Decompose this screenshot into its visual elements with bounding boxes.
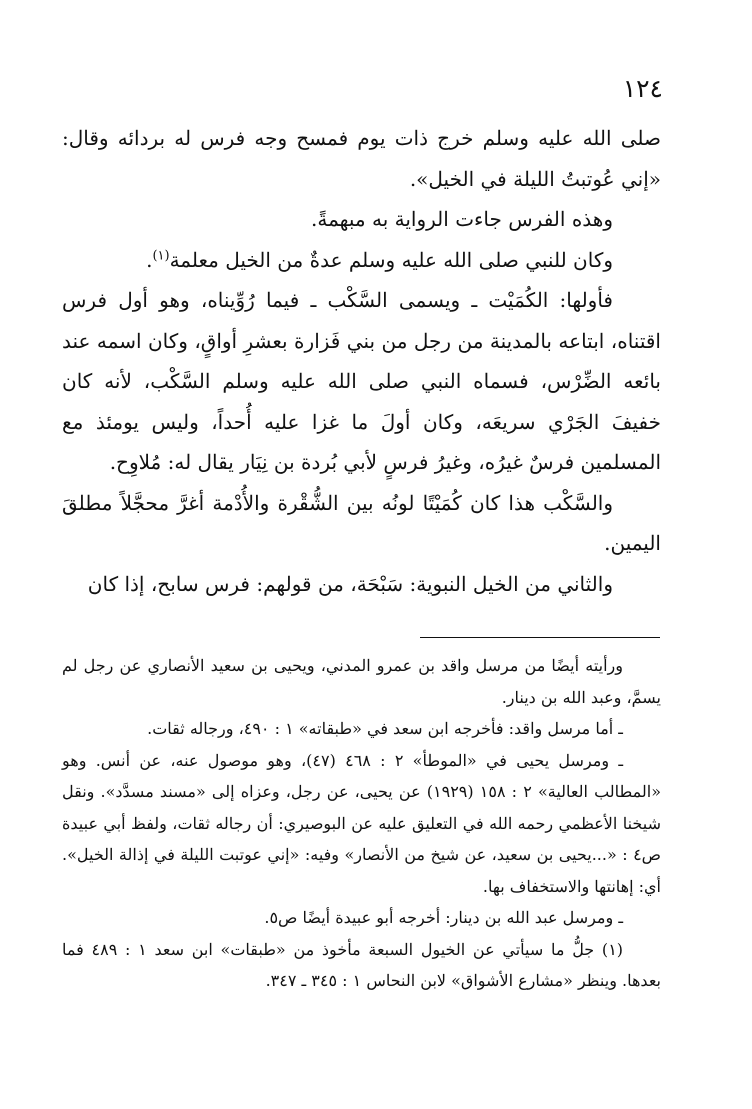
main-text — [62, 118, 661, 604]
footnote-separator — [420, 637, 660, 638]
paragraph-3-text: وكان للنبي صلى الله عليه وسلم عدةٌ من الخيل معلمة — [169, 247, 613, 272]
paragraph-4: فأولها: الكُمَيْت ـ ويسمى السَّكْب ـ فيما رُوِّيناه، وهو أول فرس اقتناه، ابتاعه بالمدينة من رجل من بني فَزارة بعشرِ أواقٍ، وكان اسمه عند بائعه الضِّرْس، فسماه النبي صلى الله عليه وسلم السَّكْب، لأنه كان خفيفَ الجَرْي سريعَه، وكان أولَ ما غزا عليه أُحداً، وليس يومئذ مع المسلمين فرسٌ غيرُه، وغيرُ فرسٍ لأبي بُردة بن نِيَار يقال له: مُلاوِح. — [62, 288, 661, 474]
paragraph-3 — [62, 240, 661, 281]
footnote-marker: (١) — [152, 247, 170, 263]
paragraph-5: والسَّكْب هذا كان كُمَيْتًا لونُه بين الشُّقْرة والأُدْمة أغرَّ محجَّلاً مطلقَ اليمين. — [62, 490, 661, 555]
page-number: ١٢٤ — [622, 74, 663, 103]
paragraph-2: وهذه الفرس جاءت الرواية به مبهمةً. — [311, 207, 613, 231]
footnote-2: ـ أما مرسل واقد: فأخرجه ابن سعد في «طبقاته» ١ : ٤٩٠، ورجاله ثقات. — [147, 719, 623, 738]
footnote-1: ورأيته أيضًا من مرسل واقد بن عمرو المدني، ويحيى بن سعيد الأنصاري عن رجل لم يسمَّ، وعبد الله بن دينار. — [62, 656, 661, 707]
paragraph-6: والثاني من الخيل النبوية: سَبْحَة، من قولهم: فرس سابح، إذا كان — [87, 571, 613, 596]
footnote-4: ـ ومرسل عبد الله بن دينار: أخرجه أبو عبيدة أيضًا ص٥. — [264, 908, 623, 927]
paragraph-3-end: . — [146, 247, 153, 272]
footnotes — [62, 650, 661, 997]
footnote-5: (١) جلُّ ما سيأتي عن الخيول السبعة مأخوذ من «طبقات» ابن سعد ١ : ٤٨٩ فما بعدها. وينظر «مشارع الأشواق» لابن النحاس ١ : ٣٤٥ ـ ٣٤٧. — [62, 939, 661, 990]
paragraph-1: صلى الله عليه وسلم خرج ذات يوم فمسح وجه فرس له بردائه وقال: «إني عُوتبتُ الليلة في الخيل». — [62, 126, 661, 191]
footnote-3: ـ ومرسل يحيى في «الموطأ» ٢ : ٤٦٨ (٤٧)، وهو موصول عنه، عن أنس. وهو «المطالب العالية» ٢ : ١٥٨ (١٩٢٩) عن يحيى، عن رجل، وعزاه إلى «مسند مسدَّد». ونقل شيخنا الأعظمي رحمه الله في التعليق عليه عن البوصيري: أن رجاله ثقات، ولفظ أبي عبيدة ص٤ : «...يحيى بن سعيد، عن شيخ من الأنصار» وفيه: «إني عوتبت الليلة في إذالة الخيل». أي: إهانتها والاستخفاف بها. — [62, 750, 662, 896]
